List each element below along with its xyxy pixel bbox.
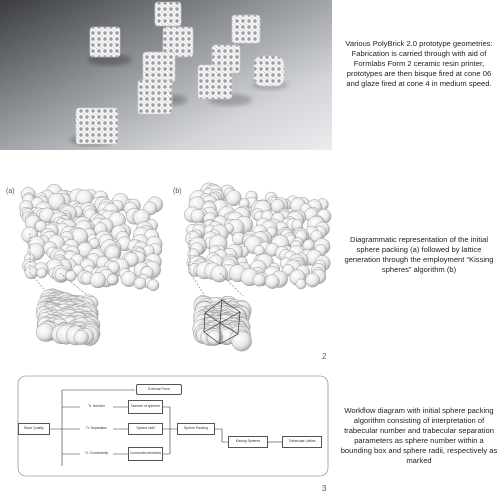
sphere-radii-box: Sphere radii: [128, 423, 163, 435]
workflow-panel: [0, 370, 500, 500]
number-of-spheres-box: Number of spheres: [128, 400, 163, 414]
sphere-caption: Diagrammatic representation of the initial sphere packing (a) followed by lattice generation through the employment “Kissing spheres” algorithm (b): [344, 235, 494, 275]
packed-sphere: [37, 268, 47, 278]
connected-elements-box: Connected elements: [128, 447, 163, 461]
packed-sphere: [90, 272, 106, 288]
sphere-packing-box: Sphere Packing: [177, 423, 215, 435]
kissing-spheres-box: Kissing Spheres: [228, 436, 268, 448]
sphere-cluster-b: [184, 183, 331, 289]
sphere-packing-diagram: [0, 178, 340, 370]
figure-number-2: 2: [322, 352, 327, 361]
packed-sphere: [305, 273, 319, 287]
external-force-box: External Force: [136, 384, 182, 395]
figure-label-a: (a): [6, 188, 15, 195]
figure-label-b: (b): [173, 188, 182, 195]
packed-sphere: [207, 331, 222, 346]
packed-sphere: [296, 279, 306, 289]
packed-sphere: [232, 331, 252, 351]
packed-sphere: [36, 324, 54, 342]
prototypes-photo: [0, 0, 332, 150]
trabecular-lattice-box: Trabecular Lattice: [282, 436, 322, 448]
figure-number-3: 3: [322, 484, 327, 493]
packed-sphere: [134, 277, 146, 289]
photo-panel: [0, 0, 500, 176]
packed-sphere: [253, 274, 266, 287]
packed-sphere: [25, 266, 38, 279]
sphere-panel: [0, 178, 500, 370]
workflow-caption: Workflow diagram with initial sphere packing algorithm consisting of interpretation of trabecular number and trabecular separation parameters as sphere number within a bounding box and sphere radii, respectively as marked: [340, 406, 498, 466]
bone-quality-box: Bone Quality: [18, 423, 50, 435]
packed-sphere: [74, 330, 89, 345]
packed-sphere: [107, 274, 118, 285]
param-tr-number: Tr. Number: [80, 402, 113, 412]
packed-sphere: [66, 271, 77, 282]
photo-caption: Various PolyBrick 2.0 prototype geometries: Fabrication is carried through with aid of Formlabs Form 2 ceramic resin printer, prototypes are then bisque fired at cone 06 and glaze fired at cone 4 in medium speed.: [345, 39, 493, 89]
packed-sphere: [211, 265, 228, 282]
param-tr-separation: Tr. Separation: [80, 424, 113, 434]
param-tr-connectivity: Tr. Connectivity: [80, 449, 113, 459]
packed-sphere: [265, 274, 279, 288]
packed-sphere: [191, 209, 205, 223]
sphere-cluster-a: [20, 184, 163, 291]
packed-sphere: [148, 279, 159, 290]
